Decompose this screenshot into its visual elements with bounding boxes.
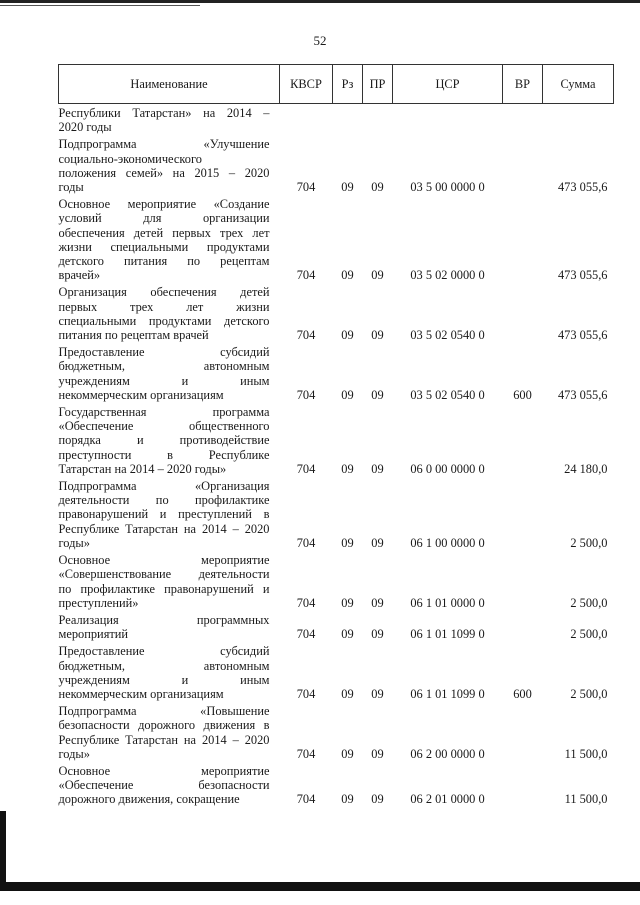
header-sum: Сумма bbox=[543, 65, 614, 104]
row-name-line: мероприятий bbox=[58, 627, 129, 642]
row-name bbox=[59, 104, 280, 135]
header-csr: ЦСР bbox=[393, 65, 503, 104]
row-rz: 09 bbox=[341, 180, 354, 195]
table-row bbox=[59, 402, 614, 476]
row-name-line: Основное мероприятие «Создание bbox=[58, 197, 270, 212]
row-rz: 09 bbox=[341, 387, 354, 402]
row-name-line: дорожного движения, сокращение bbox=[58, 792, 240, 807]
row-sum: 2 500,0 bbox=[570, 686, 608, 701]
table-row bbox=[59, 104, 614, 135]
row-kvsr: 704 bbox=[296, 595, 316, 610]
row-sum: 2 500,0 bbox=[570, 535, 608, 550]
row-rz: 09 bbox=[341, 328, 354, 343]
row-name-line: 2020 годы bbox=[58, 120, 112, 135]
row-name-line: годы bbox=[58, 180, 84, 195]
row-name-line: Подпрограмма «Повышение bbox=[58, 704, 270, 719]
row-kvsr: 704 bbox=[296, 792, 316, 807]
row-name bbox=[59, 761, 280, 807]
header-rz: Рз bbox=[333, 65, 363, 104]
row-name-line: врачей» bbox=[58, 268, 101, 283]
row-name-line: Татарстан на 2014 – 2020 годы» bbox=[58, 461, 227, 476]
page-number: 52 bbox=[313, 33, 327, 48]
row-kvsr: 704 bbox=[296, 746, 316, 761]
row-sum: 11 500,0 bbox=[564, 792, 608, 807]
row-rz: 09 bbox=[341, 595, 354, 610]
row-name-line: преступности в Республике bbox=[58, 447, 270, 462]
row-name-line: «Обеспечение общественного bbox=[58, 419, 270, 434]
row-rz: 09 bbox=[341, 792, 354, 807]
row-name-line: бюджетным, автономным bbox=[58, 359, 270, 374]
row-csr: 06 1 01 1099 0 bbox=[410, 627, 485, 642]
row-kvsr: 704 bbox=[296, 180, 316, 195]
row-csr: 03 5 02 0540 0 bbox=[410, 387, 485, 402]
row-name-line: условий для организации bbox=[58, 211, 270, 226]
row-name-line: по профилактике правонарушений и bbox=[58, 581, 270, 596]
row-vr bbox=[503, 282, 543, 342]
table-row bbox=[59, 134, 614, 194]
row-rz bbox=[333, 104, 363, 135]
row-name-line: учреждениям и иным bbox=[58, 373, 270, 388]
table-row bbox=[59, 701, 614, 761]
row-csr: 06 2 01 0000 0 bbox=[410, 792, 485, 807]
row-name-line: Организация обеспечения детей bbox=[58, 285, 270, 300]
row-vr bbox=[503, 476, 543, 550]
row-csr: 03 5 00 0000 0 bbox=[410, 180, 485, 195]
scan-top-edge bbox=[0, 0, 640, 3]
header-kvsr: КВСР bbox=[280, 65, 333, 104]
row-vr: 600 bbox=[513, 686, 532, 701]
row-vr: 600 bbox=[513, 387, 532, 402]
row-sum: 11 500,0 bbox=[564, 746, 608, 761]
scan-bottom-edge bbox=[0, 882, 640, 891]
table-header-row bbox=[59, 65, 614, 104]
row-name bbox=[59, 134, 280, 194]
row-pr: 09 bbox=[371, 686, 384, 701]
row-name-line: некоммерческим организациям bbox=[58, 387, 224, 402]
row-name bbox=[59, 641, 280, 701]
row-sum: 473 055,6 bbox=[557, 387, 608, 402]
row-rz: 09 bbox=[341, 746, 354, 761]
row-name-line: «Совершенствование деятельности bbox=[58, 567, 270, 582]
row-name-line: Республике Татарстан на 2014 – 2020 bbox=[58, 521, 270, 536]
row-pr: 09 bbox=[371, 180, 384, 195]
row-name-line: первых трех лет жизни bbox=[58, 299, 270, 314]
row-name-line: учреждениям и иным bbox=[58, 672, 270, 687]
table-row bbox=[59, 550, 614, 610]
row-sum bbox=[543, 104, 614, 135]
table-row bbox=[59, 641, 614, 701]
row-kvsr: 704 bbox=[296, 328, 316, 343]
row-name-line: Основное мероприятие bbox=[58, 553, 270, 568]
table-row bbox=[59, 342, 614, 402]
row-csr: 03 5 02 0000 0 bbox=[410, 268, 485, 283]
table-row bbox=[59, 476, 614, 550]
row-vr bbox=[503, 134, 543, 194]
row-pr: 09 bbox=[371, 461, 384, 476]
row-name-line: положения семей» на 2015 – 2020 bbox=[58, 165, 270, 180]
row-sum: 2 500,0 bbox=[570, 595, 608, 610]
row-pr: 09 bbox=[371, 387, 384, 402]
row-rz: 09 bbox=[341, 535, 354, 550]
row-name-line: Предоставление субсидий bbox=[58, 644, 270, 659]
row-name-line: социально-экономического bbox=[58, 151, 202, 166]
row-rz: 09 bbox=[341, 461, 354, 476]
scan-top-rule bbox=[0, 5, 200, 6]
row-kvsr: 704 bbox=[296, 268, 316, 283]
row-name-line: Реализация программных bbox=[58, 612, 270, 627]
header-pr: ПР bbox=[363, 65, 393, 104]
row-name-line: бюджетным, автономным bbox=[58, 658, 270, 673]
row-name-line: питания по рецептам врачей bbox=[58, 328, 209, 343]
row-name-line: Государственная программа bbox=[58, 405, 270, 420]
table-row bbox=[59, 194, 614, 282]
row-name-line: жизни специальными продуктами bbox=[58, 239, 270, 254]
row-sum: 24 180,0 bbox=[564, 461, 608, 476]
row-csr: 06 1 00 0000 0 bbox=[410, 535, 485, 550]
row-name-line: Республике Татарстан на 2014 – 2020 bbox=[58, 732, 270, 747]
row-pr: 09 bbox=[371, 746, 384, 761]
row-name-line: Подпрограмма «Организация bbox=[58, 479, 270, 494]
row-name bbox=[59, 194, 280, 282]
row-pr: 09 bbox=[371, 535, 384, 550]
row-pr: 09 bbox=[371, 328, 384, 343]
row-name bbox=[59, 342, 280, 402]
row-name bbox=[59, 550, 280, 610]
row-csr: 06 0 00 0000 0 bbox=[410, 461, 485, 476]
row-rz: 09 bbox=[341, 686, 354, 701]
row-csr: 03 5 02 0540 0 bbox=[410, 328, 485, 343]
row-pr: 09 bbox=[371, 595, 384, 610]
row-pr: 09 bbox=[371, 268, 384, 283]
row-name-line: правонарушений и преступлений в bbox=[58, 507, 270, 522]
row-name-line: годы» bbox=[58, 746, 90, 761]
table-row bbox=[59, 761, 614, 807]
row-csr: 06 2 00 0000 0 bbox=[410, 746, 485, 761]
row-csr: 06 1 01 1099 0 bbox=[410, 686, 485, 701]
row-vr bbox=[503, 402, 543, 476]
row-kvsr bbox=[280, 104, 333, 135]
row-name-line: деятельности по профилактике bbox=[58, 493, 270, 508]
budget-table bbox=[58, 64, 614, 807]
row-name-line: специальными продуктами детского bbox=[58, 313, 270, 328]
row-sum: 473 055,6 bbox=[557, 268, 608, 283]
row-name-line: годы» bbox=[58, 535, 90, 550]
row-kvsr: 704 bbox=[296, 387, 316, 402]
row-name bbox=[59, 282, 280, 342]
row-pr: 09 bbox=[371, 627, 384, 642]
row-name bbox=[59, 701, 280, 761]
row-vr bbox=[503, 550, 543, 610]
row-kvsr: 704 bbox=[296, 535, 316, 550]
row-name-line: «Обеспечение безопасности bbox=[58, 778, 270, 793]
row-kvsr: 704 bbox=[296, 627, 316, 642]
row-name-line: некоммерческим организациям bbox=[58, 686, 224, 701]
row-name-line: Основное мероприятие bbox=[58, 763, 270, 778]
row-name-line: Предоставление субсидий bbox=[58, 345, 270, 360]
row-vr bbox=[503, 104, 543, 135]
row-pr: 09 bbox=[371, 792, 384, 807]
row-name-line: порядка и противодействие bbox=[58, 433, 270, 448]
row-sum: 473 055,6 bbox=[557, 328, 608, 343]
row-name bbox=[59, 402, 280, 476]
row-name-line: безопасности дорожного движения в bbox=[58, 718, 270, 733]
table-row bbox=[59, 282, 614, 342]
scan-left-edge bbox=[0, 811, 6, 891]
row-name-line: Подпрограмма «Улучшение bbox=[58, 137, 270, 152]
row-vr bbox=[503, 194, 543, 282]
header-vr: ВР bbox=[503, 65, 543, 104]
header-name: Наименование bbox=[59, 65, 280, 104]
row-pr bbox=[363, 104, 393, 135]
row-kvsr: 704 bbox=[296, 461, 316, 476]
row-sum: 473 055,6 bbox=[557, 180, 608, 195]
row-csr bbox=[393, 104, 503, 135]
row-rz: 09 bbox=[341, 627, 354, 642]
row-name-line: преступлений» bbox=[58, 595, 139, 610]
row-rz: 09 bbox=[341, 268, 354, 283]
row-vr bbox=[503, 610, 543, 641]
row-name bbox=[59, 476, 280, 550]
row-name-line: обеспечения детей первых трех лет bbox=[58, 225, 270, 240]
row-name bbox=[59, 610, 280, 641]
table-row bbox=[59, 610, 614, 641]
row-name-line: детского питания по рецептам bbox=[58, 254, 270, 269]
row-sum: 2 500,0 bbox=[570, 627, 608, 642]
row-vr bbox=[503, 761, 543, 807]
row-vr bbox=[503, 701, 543, 761]
row-name-line: Республики Татарстан» на 2014 – bbox=[58, 106, 270, 120]
row-csr: 06 1 01 0000 0 bbox=[410, 595, 485, 610]
row-kvsr: 704 bbox=[296, 686, 316, 701]
